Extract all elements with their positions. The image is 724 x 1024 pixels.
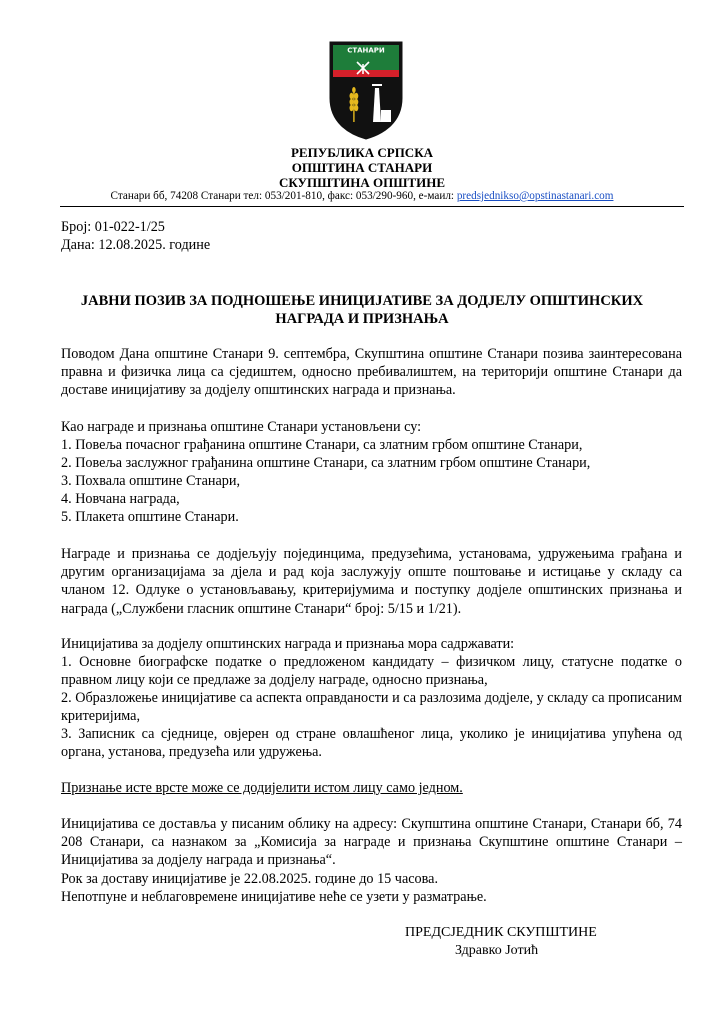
contents-item: 3. Записник са сједнице, овјерен од стране овлашћеног лица, уколико је иницијатива упућена од органа, установа, предузећа или удружења. xyxy=(61,726,682,761)
document-date: Дана: 12.08.2025. године xyxy=(61,237,211,253)
incomplete-note: Непотпуне и неблаговремене иницијативе неће се узети у разматрање. xyxy=(61,889,487,905)
deadline-line: Рок за доставу иницијативе је 22.08.2025. године до 15 часова. xyxy=(61,871,438,887)
call-title-line-2: НАГРАДА И ПРИЗНАЊА xyxy=(275,311,449,327)
delivery-paragraph: Иницијатива се доставља у писаним облику на адресу: Скупштина општине Станари, Станари бб, 74 208 Станари, са назнаком за „Комисија за награде и признања Скупштине општине Станари – Иницијатива за додјелу награда и признања“. xyxy=(61,816,682,869)
award-item: 5. Плакета општине Станари. xyxy=(61,509,239,525)
call-title-line-1: ЈАВНИ ПОЗИВ ЗА ПОДНОШЕЊЕ ИНИЦИЈАТИВЕ ЗА ДОДЈЕЛУ ОПШТИНСКИХ xyxy=(80,293,644,309)
document-number: Број: 01-022-1/25 xyxy=(61,219,165,235)
award-item: 4. Новчана награда, xyxy=(61,491,180,507)
contents-item: 1. Основне биографске податке о предложеном кандидату – физичком лицу, статусне податке о правном лицу који се предлаже за додјелу награде, односно признања, xyxy=(61,654,682,689)
recipients-paragraph: Награде и признања се додјељују појединцима, предузећима, установама, удружењима грађана и другим организацијама за дјела и рад која заслужују опште поштовање и истицање у складу са чланом 12. Одлуке о установљавању, критеријумима и поступку додјеле општинских признања и награда („Службени гласник општине Станари“ број: 5/15 и 1/21). xyxy=(61,546,682,617)
single-award-note: Признање исте врсте може се додијелити истом лицу само једном. xyxy=(61,780,463,796)
contents-item: 2. Образложење иницијативе са аспекта оправданости и са разлозима додјеле, у складу са прописаним критеријима, xyxy=(61,690,682,725)
award-item: 1. Повеља почасног грађанина општине Станари, са златним грбом општине Станари, xyxy=(61,437,583,453)
contact-line xyxy=(40,190,684,202)
award-item: 2. Повеља заслужног грађанина општине Станари, са златним грбом општине Станари, xyxy=(61,455,591,471)
signatory-title: ПРЕДСЈЕДНИК СКУПШТИНЕ xyxy=(405,925,597,940)
header-municipality: ОПШТИНА СТАНАРИ xyxy=(291,160,433,175)
header-divider xyxy=(60,206,684,207)
contact-text: Станари бб, 74208 Станари тел: 053/201-810, факс: 053/290-960, е-маил: xyxy=(110,190,457,202)
signatory-name: Здравко Јотић xyxy=(455,943,539,958)
award-item: 3. Похвала општине Станари, xyxy=(61,473,241,489)
crest-label: СТАНАРИ xyxy=(347,46,385,55)
header-republic: РЕПУБЛИКА СРПСКА xyxy=(290,145,434,160)
awards-heading: Као награде и признања општине Станари установљени су: xyxy=(61,419,422,435)
header-assembly: СКУПШТИНА ОПШТИНЕ xyxy=(278,175,446,190)
contents-heading: Иницијатива за додјелу општинских награда и признања мора садржавати: xyxy=(61,636,515,652)
intro-paragraph: Поводом Дана општине Станари 9. септембра, Скупштина општине Станари позива заинтересована правна и физичка лица са сједиштем, односно пребивалиштем, на територији општине Станари да доставе иницијативу за додјелу општинских награда и признања. xyxy=(61,346,682,399)
municipality-crest-icon xyxy=(328,40,404,140)
email-link[interactable]: predsjednikso@opstinastanari.com xyxy=(456,190,614,202)
